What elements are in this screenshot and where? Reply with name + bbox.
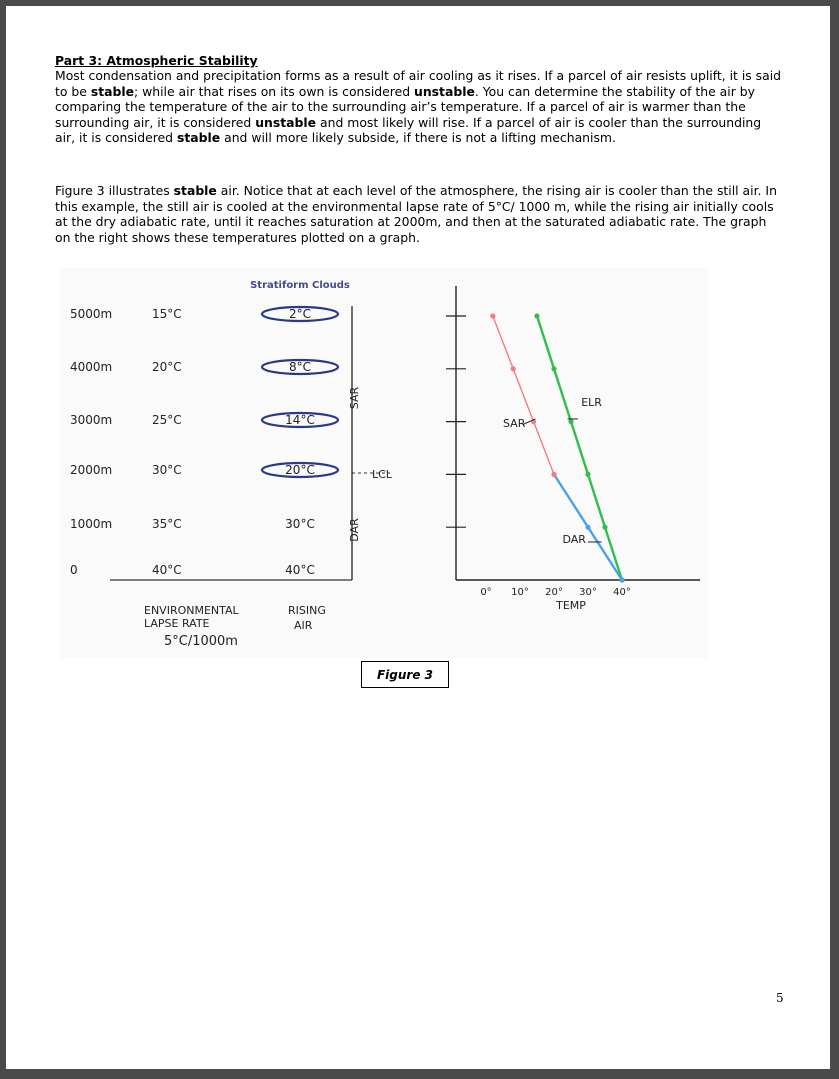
rising-temp-label: 20°C (285, 463, 315, 477)
figure-title: Stratiform Clouds (250, 280, 350, 291)
data-point-elr (568, 419, 573, 424)
lcl-label: LCL (372, 468, 392, 481)
data-point-dar (619, 577, 624, 582)
data-point-sar (551, 472, 556, 477)
data-point-elr (602, 525, 607, 530)
figure-3-illustration (60, 268, 708, 658)
data-point-elr (585, 472, 590, 477)
chart-x-tick-label: 10° (511, 587, 529, 598)
chart-x-axis-label: TEMP (556, 599, 586, 612)
rising-temp-label: 8°C (288, 360, 312, 374)
env-temp-label: 15°C (152, 307, 182, 321)
altitude-rows (70, 307, 338, 577)
data-point-elr (534, 313, 539, 318)
data-point-dar (585, 525, 590, 530)
rising-temp-label: 30°C (285, 517, 315, 531)
chart-x-tick-label: 0° (480, 587, 492, 598)
data-point-elr (551, 366, 556, 371)
altitude-label: 0 (70, 563, 78, 577)
env-label-line3: 5°C/1000m (164, 634, 238, 649)
annotation-elr: ELR (581, 395, 602, 409)
annotation-sar: SAR (503, 416, 526, 430)
env-temp-label: 40°C (152, 563, 182, 577)
altitude-label: 5000m (70, 307, 113, 321)
chart-x-tick-label: 40° (613, 587, 631, 598)
rising-temp-label: 2°C (288, 307, 312, 321)
env-temp-label: 35°C (152, 517, 182, 531)
paragraph-figure-description: Figure 3 illustrates stable air. Notice that at each level of the atmosphere, the rising air is cooler than the still air. In this example, the still air is cooled at the environmental lapse rate of 5°C/ 1000 m, while the rising air initially cools at the dry adiabatic rate, until it reaches saturation at 2000m, and then at the saturated adiabatic rate. The graph on the right shows these temperatures plotted on a graph. (55, 183, 777, 245)
chart-x-tick-label: 30° (579, 587, 597, 598)
temperature-chart (446, 286, 700, 612)
chart-x-tick-label: 20° (545, 587, 563, 598)
env-label-line2: LAPSE RATE (144, 617, 210, 630)
altitude-label: 4000m (70, 360, 113, 374)
env-label-line1: ENVIRONMENTAL (144, 604, 239, 617)
figure-caption: Figure 3 (361, 661, 449, 688)
rising-temp-label: 40°C (285, 563, 315, 577)
section-heading: Part 3: Atmospheric Stability (55, 53, 258, 68)
figure-3-svg (60, 268, 708, 658)
rising-label-line2: AIR (294, 619, 313, 632)
annotation-dar: DAR (562, 533, 586, 547)
env-temp-label: 20°C (152, 360, 182, 374)
rising-temp-label: 14°C (285, 413, 315, 427)
document-page (6, 6, 830, 1069)
paragraph-stability-intro: Most condensation and precipitation forms as a result of air cooling as it rises. If a parcel of air resists uplift, it is said to be stable; while air that rises on its own is considered unstable. You can determine the stability of the air by comparing the temperature of the air to the surrounding air’s temperature. If a parcel of air is warmer than the surrounding air, it is considered unstable and most likely will rise. If a parcel of air is cooler than the surrounding air, it is considered stable and will more likely subside, if there is not a lifting mechanism. (55, 68, 782, 146)
data-point-sar (490, 313, 495, 318)
sar-vertical-label: SAR (348, 386, 361, 410)
env-temp-label: 30°C (152, 463, 182, 477)
altitude-label: 1000m (70, 517, 113, 531)
data-point-sar (511, 366, 516, 371)
env-temp-label: 25°C (152, 413, 182, 427)
dar-vertical-label: DAR (348, 518, 361, 542)
page-number: 5 (776, 991, 784, 1005)
rising-label-line1: RISING (288, 604, 326, 617)
altitude-label: 3000m (70, 413, 113, 427)
altitude-label: 2000m (70, 463, 113, 477)
